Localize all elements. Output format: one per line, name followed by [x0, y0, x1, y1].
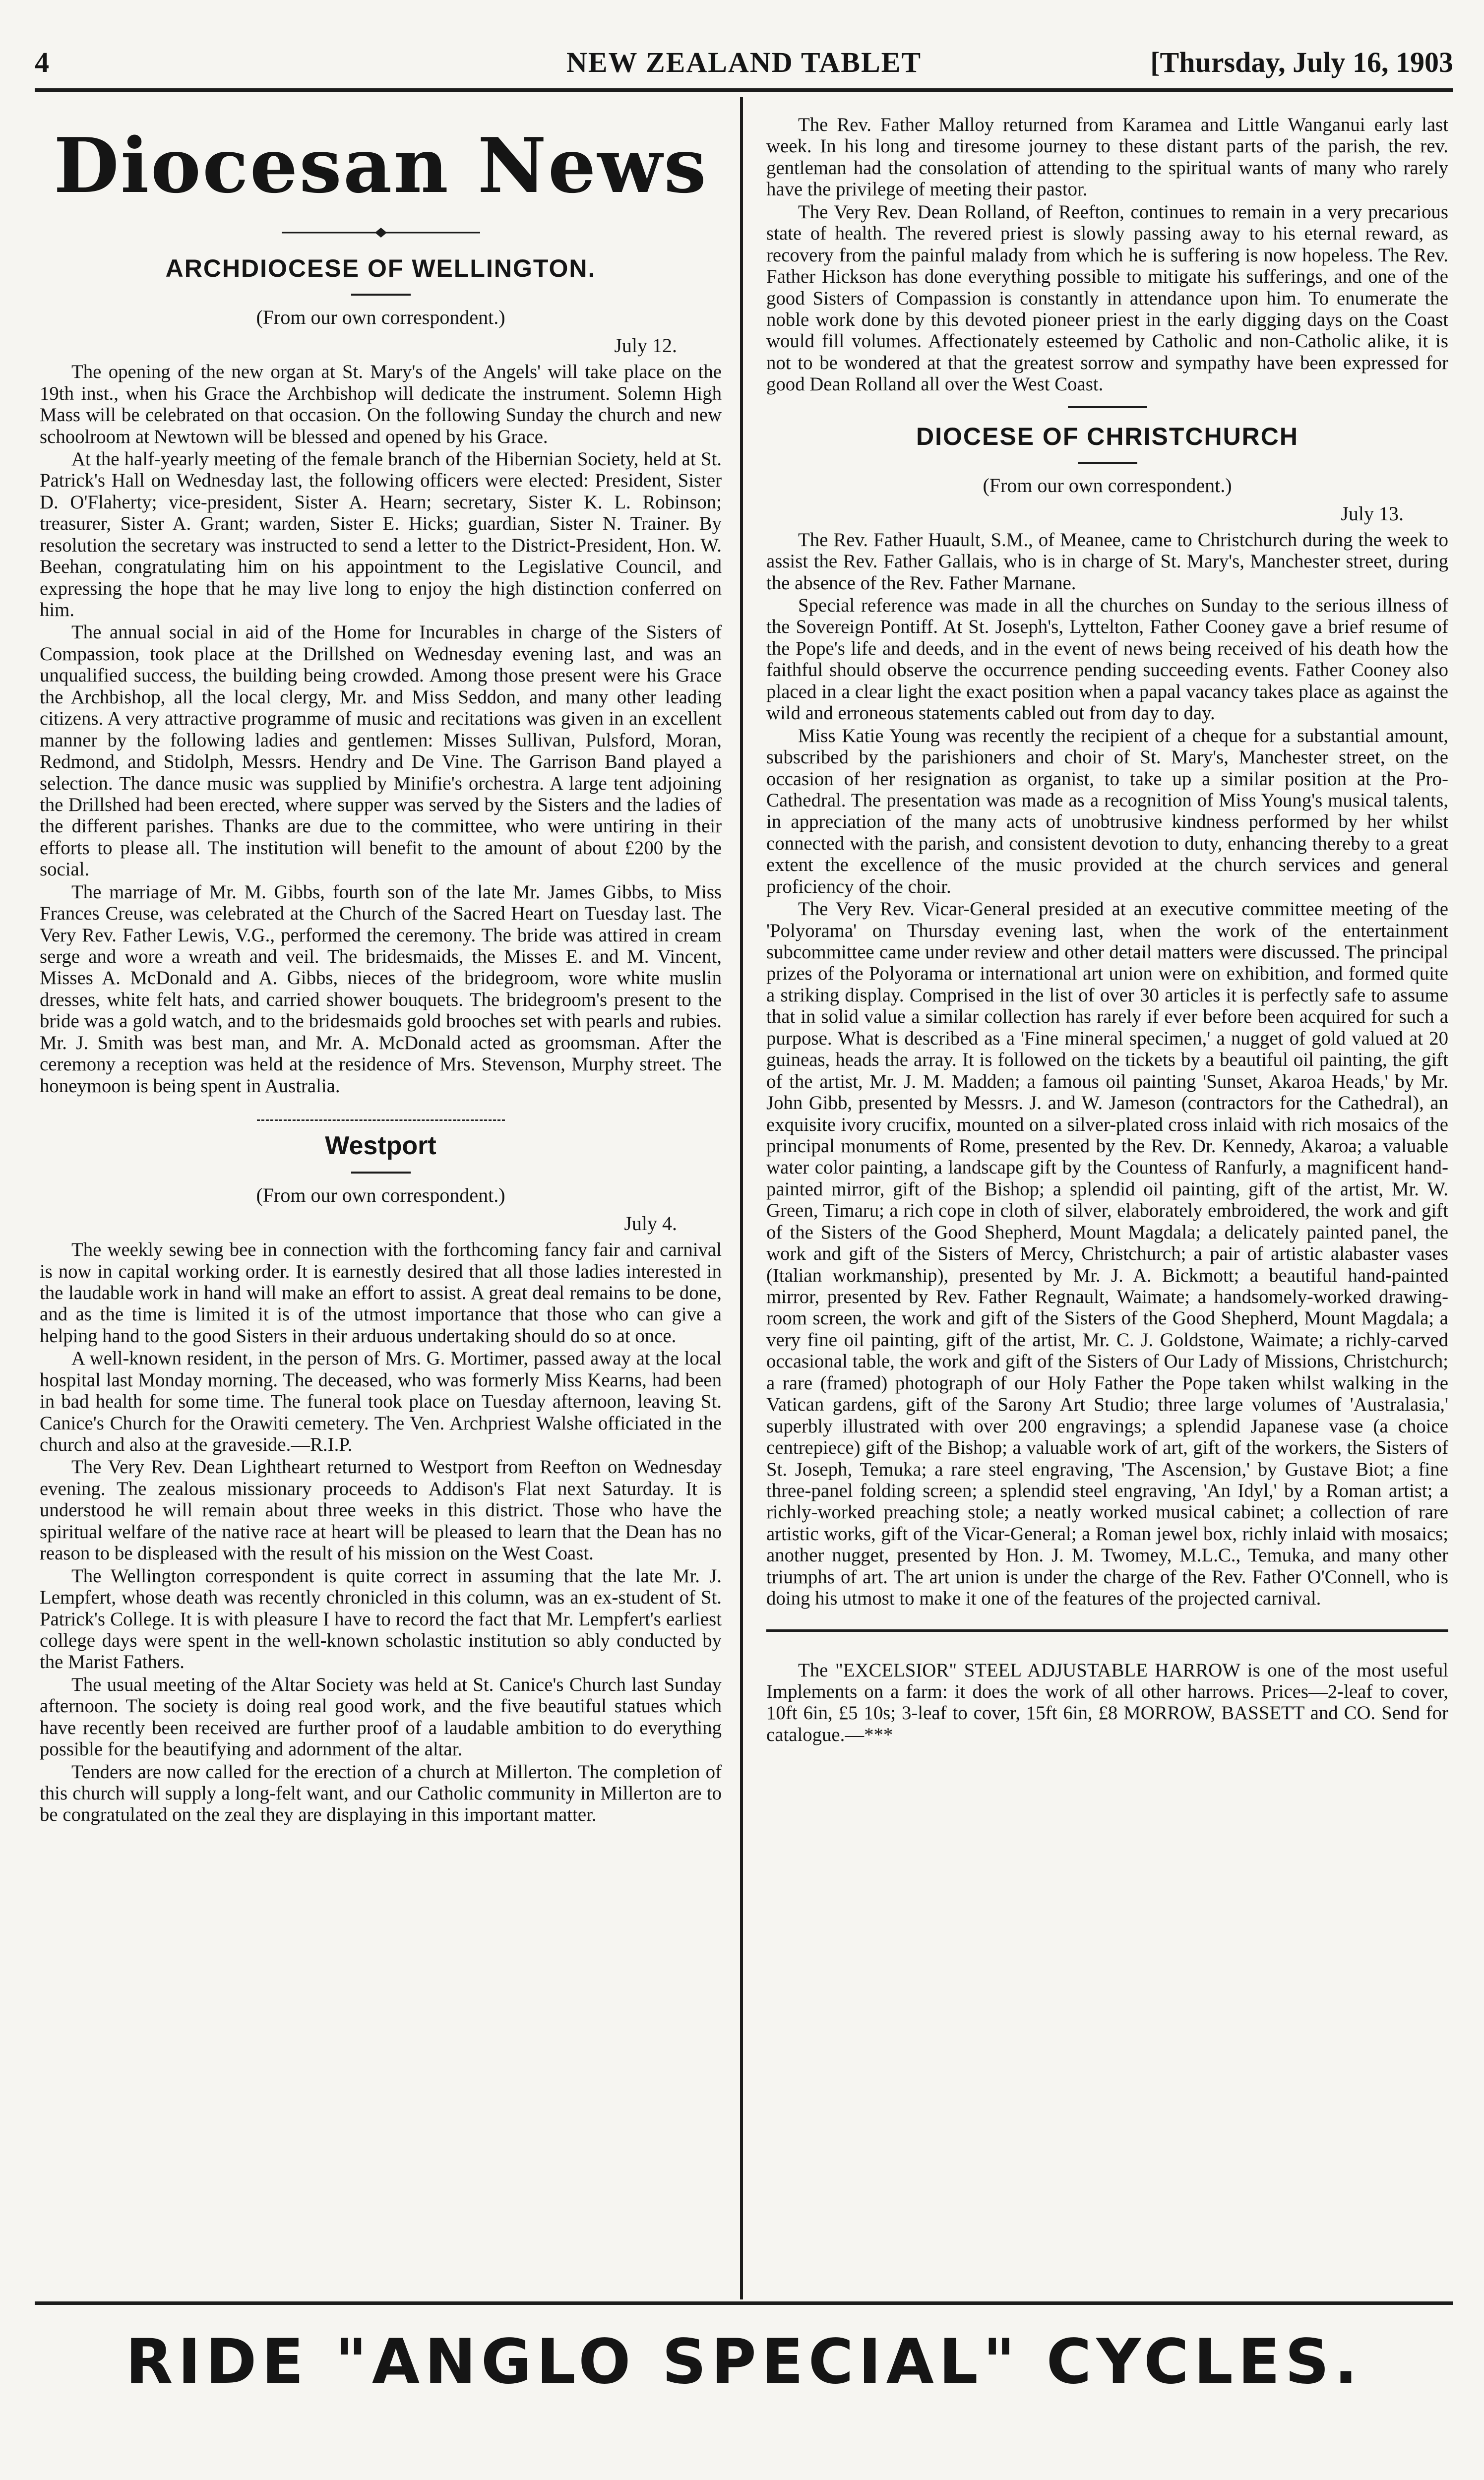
- footer-advertisement: RIDE "ANGLO SPECIAL" CYCLES.: [125, 2326, 1363, 2398]
- diamond-rule-icon: [282, 227, 480, 239]
- short-rule: [351, 294, 411, 296]
- article-paragraph: The Rev. Father Malloy returned from Karamea and Little Wanganui early last week. In his long and tiresome journey to these distant parts of the parish, the rev. gentleman had the consolation of attending to the spiritual wants of many who rarely have the privilege of meeting their pastor.: [766, 114, 1448, 200]
- article-paragraph: Tenders are now called for the erection of a church at Millerton. The completion of this church will supply a long-felt want, and our Catholic community in Millerton are to be congratulated on the zeal they are displaying in this important matter.: [40, 1761, 722, 1826]
- dateline: July 13.: [1341, 502, 1404, 525]
- short-rule: [1068, 406, 1147, 408]
- short-rule: [351, 1172, 411, 1174]
- article-paragraph: The Wellington correspondent is quite correct in assuming that the late Mr. J. Lempfert, whose death was recently chronicled in this column, was an ex-student of St. Patrick's College. It is with pleasure I have to record the fact that Mr. Lempfert's earliest college days were spent in the well-known scholastic institution so ably conducted by the Marist Fathers.: [40, 1565, 722, 1673]
- footer-rule: [35, 2301, 1453, 2305]
- article-paragraph: The weekly sewing bee in connection with the forthcoming fancy fair and carnival is now in capital working order. It is earnestly desired that all those ladies interested in the laudable work in hand will make an effort to assist. A great deal remains to be done, and as the time is limited it is of the utmost importance that those who can give a helping hand to the good Sisters in their arduous undertaking should do so at once.: [40, 1239, 722, 1347]
- masthead-title: Diocesan News: [54, 121, 708, 210]
- harrow-advertisement: The "EXCELSIOR" STEEL ADJUSTABLE HARROW is one of the most useful Implements on a farm: it does the work of all other harrows. Prices—2-leaf to cover, 10ft 6in, £5 10s; 3-leaf to cover, 15ft 6in, £8 MORROW, BASSETT and CO. Send for catalogue.—***: [766, 1659, 1448, 1745]
- article-paragraph: The Very Rev. Dean Rolland, of Reefton, continues to remain in a very precarious state of health. The revered priest is slowly passing away to his eternal reward, as recovery from the painful malady from which he is suffering is now hopeless. The Rev. Father Hickson has done everything possible to mitigate his sufferings, and one of the good Sisters of Compassion is constantly in attendance upon him. To enumerate the noble work done by this devoted pioneer priest in the early digging days on the Coast would fill volumes. Affectionately esteemed by Catholic and non-Catholic alike, it is not to be wondered at that the greatest sorrow and sympathy have been expressed for good Dean Rolland all over the West Coast.: [766, 201, 1448, 395]
- article-paragraph: The marriage of Mr. M. Gibbs, fourth son of the late Mr. James Gibbs, to Miss Frances Creuse, was celebrated at the Church of the Sacred Heart on Tuesday last. The Very Rev. Father Lewis, V.G., performed the ceremony. The bride was attired in cream serge and wore a wreath and veil. The bridesmaids, the Misses E. and M. Vincent, Misses A. McDonald and A. Gibbs, nieces of the bridegroom, wore white muslin dresses, white felt hats, and carried shower bouquets. The bridegroom's present to the bride was a gold watch, and to the bridesmaids gold brooches set with pearls and rubies. Mr. J. Smith was best man, and Mr. A. McDonald acted as groomsman. After the ceremony a reception was held at the residence of Mrs. Stevenson, Murphy street. The honeymoon is being spent in Australia.: [40, 881, 722, 1097]
- correspondent-line: (From our own correspondent.): [983, 474, 1232, 496]
- article-paragraph: The annual social in aid of the Home for Incurables in charge of the Sisters of Compassion, took place at the Drillshed on Wednesday evening last, and was an unqualified success, the building being crowded. Among those present were his Grace the Archbishop, all the local clergy, Mr. and Miss Seddon, and many other leading citizens. A very attractive programme of music and recitations was given in an excellent manner by the following ladies and gentlemen: Misses Sullivan, Pulsford, Moran, Redmond, and Stidolph, Messrs. Hendry and De Vine. The Garrison Band played a selection. The dance music was supplied by Minifie's orchestra. A large tent adjoining the Drillshed had been erected, where supper was served by the Sisters and the ladies of the different parishes. Thanks are due to the committee, who were untiring in their efforts to please all. The institution will benefit to the amount of about £200 by the social.: [40, 621, 722, 880]
- dashed-separator: [257, 1119, 505, 1121]
- article-paragraph: The Very Rev. Vicar-General presided at an executive committee meeting of the 'Polyorama' on Thursday evening last, when the work of the entertainment subcommittee came under review and other detail matters were discussed. The principal prizes of the Polyorama or international art union were on exhibition, and formed quite a striking display. Comprised in the list of over 30 articles it is perfectly safe to assume that in solid value a similar collection has rarely if ever before been acquired for such a purpose. What is described as a 'Fine mineral specimen,' a nugget of gold valued at 20 guineas, heads the array. It is followed on the tickets by a beautiful oil painting, the gift of the artist, Mr. J. M. Madden; a famous oil painting 'Sunset, Akaroa Heads,' by Mr. John Gibb, presented by Messrs. J. and W. Jameson (contractors for the Cathedral), an exquisite ivory crucifix, mounted on a silver-plated cross inlaid with rich mosaics of the principal monuments of Rome, presented by the Rev. Dr. Kennedy, Akaroa; a valuable water color painting, a landscape gift by the Countess of Ranfurly, a magnificent hand-painted mirror, gift of the Bishop; a splendid oil painting, gift of the artist, Mr. W. Green, Timaru; a rich cope in cloth of silver, elaborately embroidered, the work and gift of the Sisters of the Good Shepherd, Mount Magdala; a delicately painted panel, the work and gift of the Sisters of Mercy, Christchurch; a pair of artistic alabaster vases (Italian workmanship), presented by Mr. J. A. Bickmott; a beautiful hand-painted mirror, presented by Rev. Father Regnault, Waimate; a handsomely-worked drawing-room screen, the work and gift of the Sisters of the Good Shepherd, Mount Magdala; a very fine oil painting, gift of the artist, Mr. C. J. Goldstone, Waimate; a richly-carved occasional table, the work and gift of the Sisters of Our Lady of Missions, Christchurch; a rare (framed) photograph of our Holy Father the Pope taken whilst walking in the Vatican gardens, gift of the Sarony Art Studio; three large volumes of 'Australasia,' superbly illustrated with over 200 engravings; a splendid Japanese vase (a choice centrepiece) gift of the Bishop; a valuable work of art, gift of the workers, the Sisters of St. Joseph, Temuka; a rare steel engraving, 'The Ascension,' by Gustave Biot; a fine three-panel folding screen; a splendid steel engraving, 'An Idyl,' by a Roman artist; a richly-worked preaching stole; a neatly worked musical cabinet; a collection of rare artistic works, gift of the Vicar-General; a Roman jewel box, richly inlaid with mosaics; another nugget, presented by Hon. J. M. Twomey, M.L.C., Temuka, and many other triumphs of art. The art union is under the charge of the Rev. Father O'Connell, who is doing his utmost to make it one of the features of the projected carnival.: [766, 898, 1448, 1610]
- left-column: [40, 114, 722, 2287]
- publication-title: NEW ZEALAND TABLET: [566, 46, 922, 78]
- section-heading-westport: Westport: [325, 1131, 436, 1161]
- ornament-divider: [40, 227, 722, 241]
- issue-date: [Thursday, July 16, 1903: [1150, 46, 1453, 78]
- article-paragraph: Miss Katie Young was recently the recipient of a cheque for a substantial amount, subscribed by the parishioners and choir of St. Mary's, Manchester street, on the occasion of her resignation as organist, to take up a similar position at the Pro-Cathedral. The presentation was made as a recognition of Miss Young's musical talents, in appreciation of the many acts of unobtrusive kindness performed by her whilst connected with the parish, and consistent devotion to duty, enhancing thereby to a great extent the excellence of the music provided at the church services and general proficiency of the choir.: [766, 725, 1448, 897]
- article-paragraph: Special reference was made in all the churches on Sunday to the serious illness of the Sovereign Pontiff. At St. Joseph's, Lyttelton, Father Cooney gave a brief resume of the Pope's life and deeds, and in the event of news being received of his death how the faithful should observe the occurrence pending succeeding events. Father Cooney also placed in a clear light the exact position when a papal vacancy takes place as against the wild and erroneous statements cabled out from day to day.: [766, 595, 1448, 724]
- dateline: July 12.: [614, 334, 677, 357]
- correspondent-line: (From our own correspondent.): [256, 306, 505, 329]
- article-paragraph: The Very Rev. Dean Lightheart returned to Westport from Reefton on Wednesday evening. The zealous missionary proceeds to Addison's Flat next Saturday. It is understood he will remain about three weeks in this district. Those who have the spiritual welfare of the native race at heart will be pleased to learn that the Dean has no reason to be displeased with the result of his mission on the West Coast.: [40, 1456, 722, 1564]
- article-paragraph: The usual meeting of the Altar Society was held at St. Canice's Church last Sunday afternoon. The society is doing real good work, and the five beautiful statues which have recently been received are further proof of a laudable ambition to do everything possible for the beautifying and adornment of the altar.: [40, 1674, 722, 1760]
- correspondent-line: (From our own correspondent.): [256, 1184, 505, 1207]
- article-paragraph: The opening of the new organ at St. Mary's of the Angels' will take place on the 19th inst., when his Grace the Archbishop will dedicate the instrument. Solemn High Mass will be celebrated on that occasion. On the following Sunday the church and new schoolroom at Newtown will be blessed and opened by his Grace.: [40, 361, 722, 447]
- article-paragraph: At the half-yearly meeting of the female branch of the Hibernian Society, held at St. Patrick's Hall on Wednesday last, the following officers were elected: President, Sister D. O'Flaherty; vice-president, Sister A. Hearn; secretary, Sister K. L. Robinson; treasurer, Sister A. Grant; warden, Sister E. Hicks; guardian, Sister N. Trainer. By resolution the secretary was instructed to send a letter to the District-President, Hon. W. Beehan, congratulating him on his appointment to the Legislative Council, and expressing the hope that he may live long to enjoy the high distinction conferred on him.: [40, 448, 722, 620]
- column-divider: [740, 97, 743, 2299]
- section-heading-wellington: ARCHDIOCESE OF WELLINGTON.: [165, 254, 596, 283]
- short-rule: [1078, 462, 1137, 464]
- header-rule: [35, 88, 1453, 92]
- page-header: [35, 35, 1453, 84]
- dateline: July 4.: [624, 1212, 677, 1235]
- section-heading-christchurch: DIOCESE OF CHRISTCHURCH: [916, 422, 1299, 450]
- article-paragraph: A well-known resident, in the person of Mrs. G. Mortimer, passed away at the local hospital last Monday morning. The deceased, who was formerly Miss Kearns, had been in bad health for some time. The funeral took place on Tuesday afternoon, leaving St. Canice's Church for the Orawiti cemetery. The Ven. Archpriest Walshe officiated in the church and also at the graveside.—R.I.P.: [40, 1348, 722, 1455]
- advertisement-box: [766, 1629, 1448, 1746]
- article-paragraph: The Rev. Father Huault, S.M., of Meanee, came to Christchurch during the week to assist the Rev. Father Gallais, who is in charge of St. Mary's, Manchester street, during the absence of the Rev. Father Marnane.: [766, 529, 1448, 594]
- right-column: [766, 114, 1448, 2287]
- page-number: 4: [35, 46, 49, 78]
